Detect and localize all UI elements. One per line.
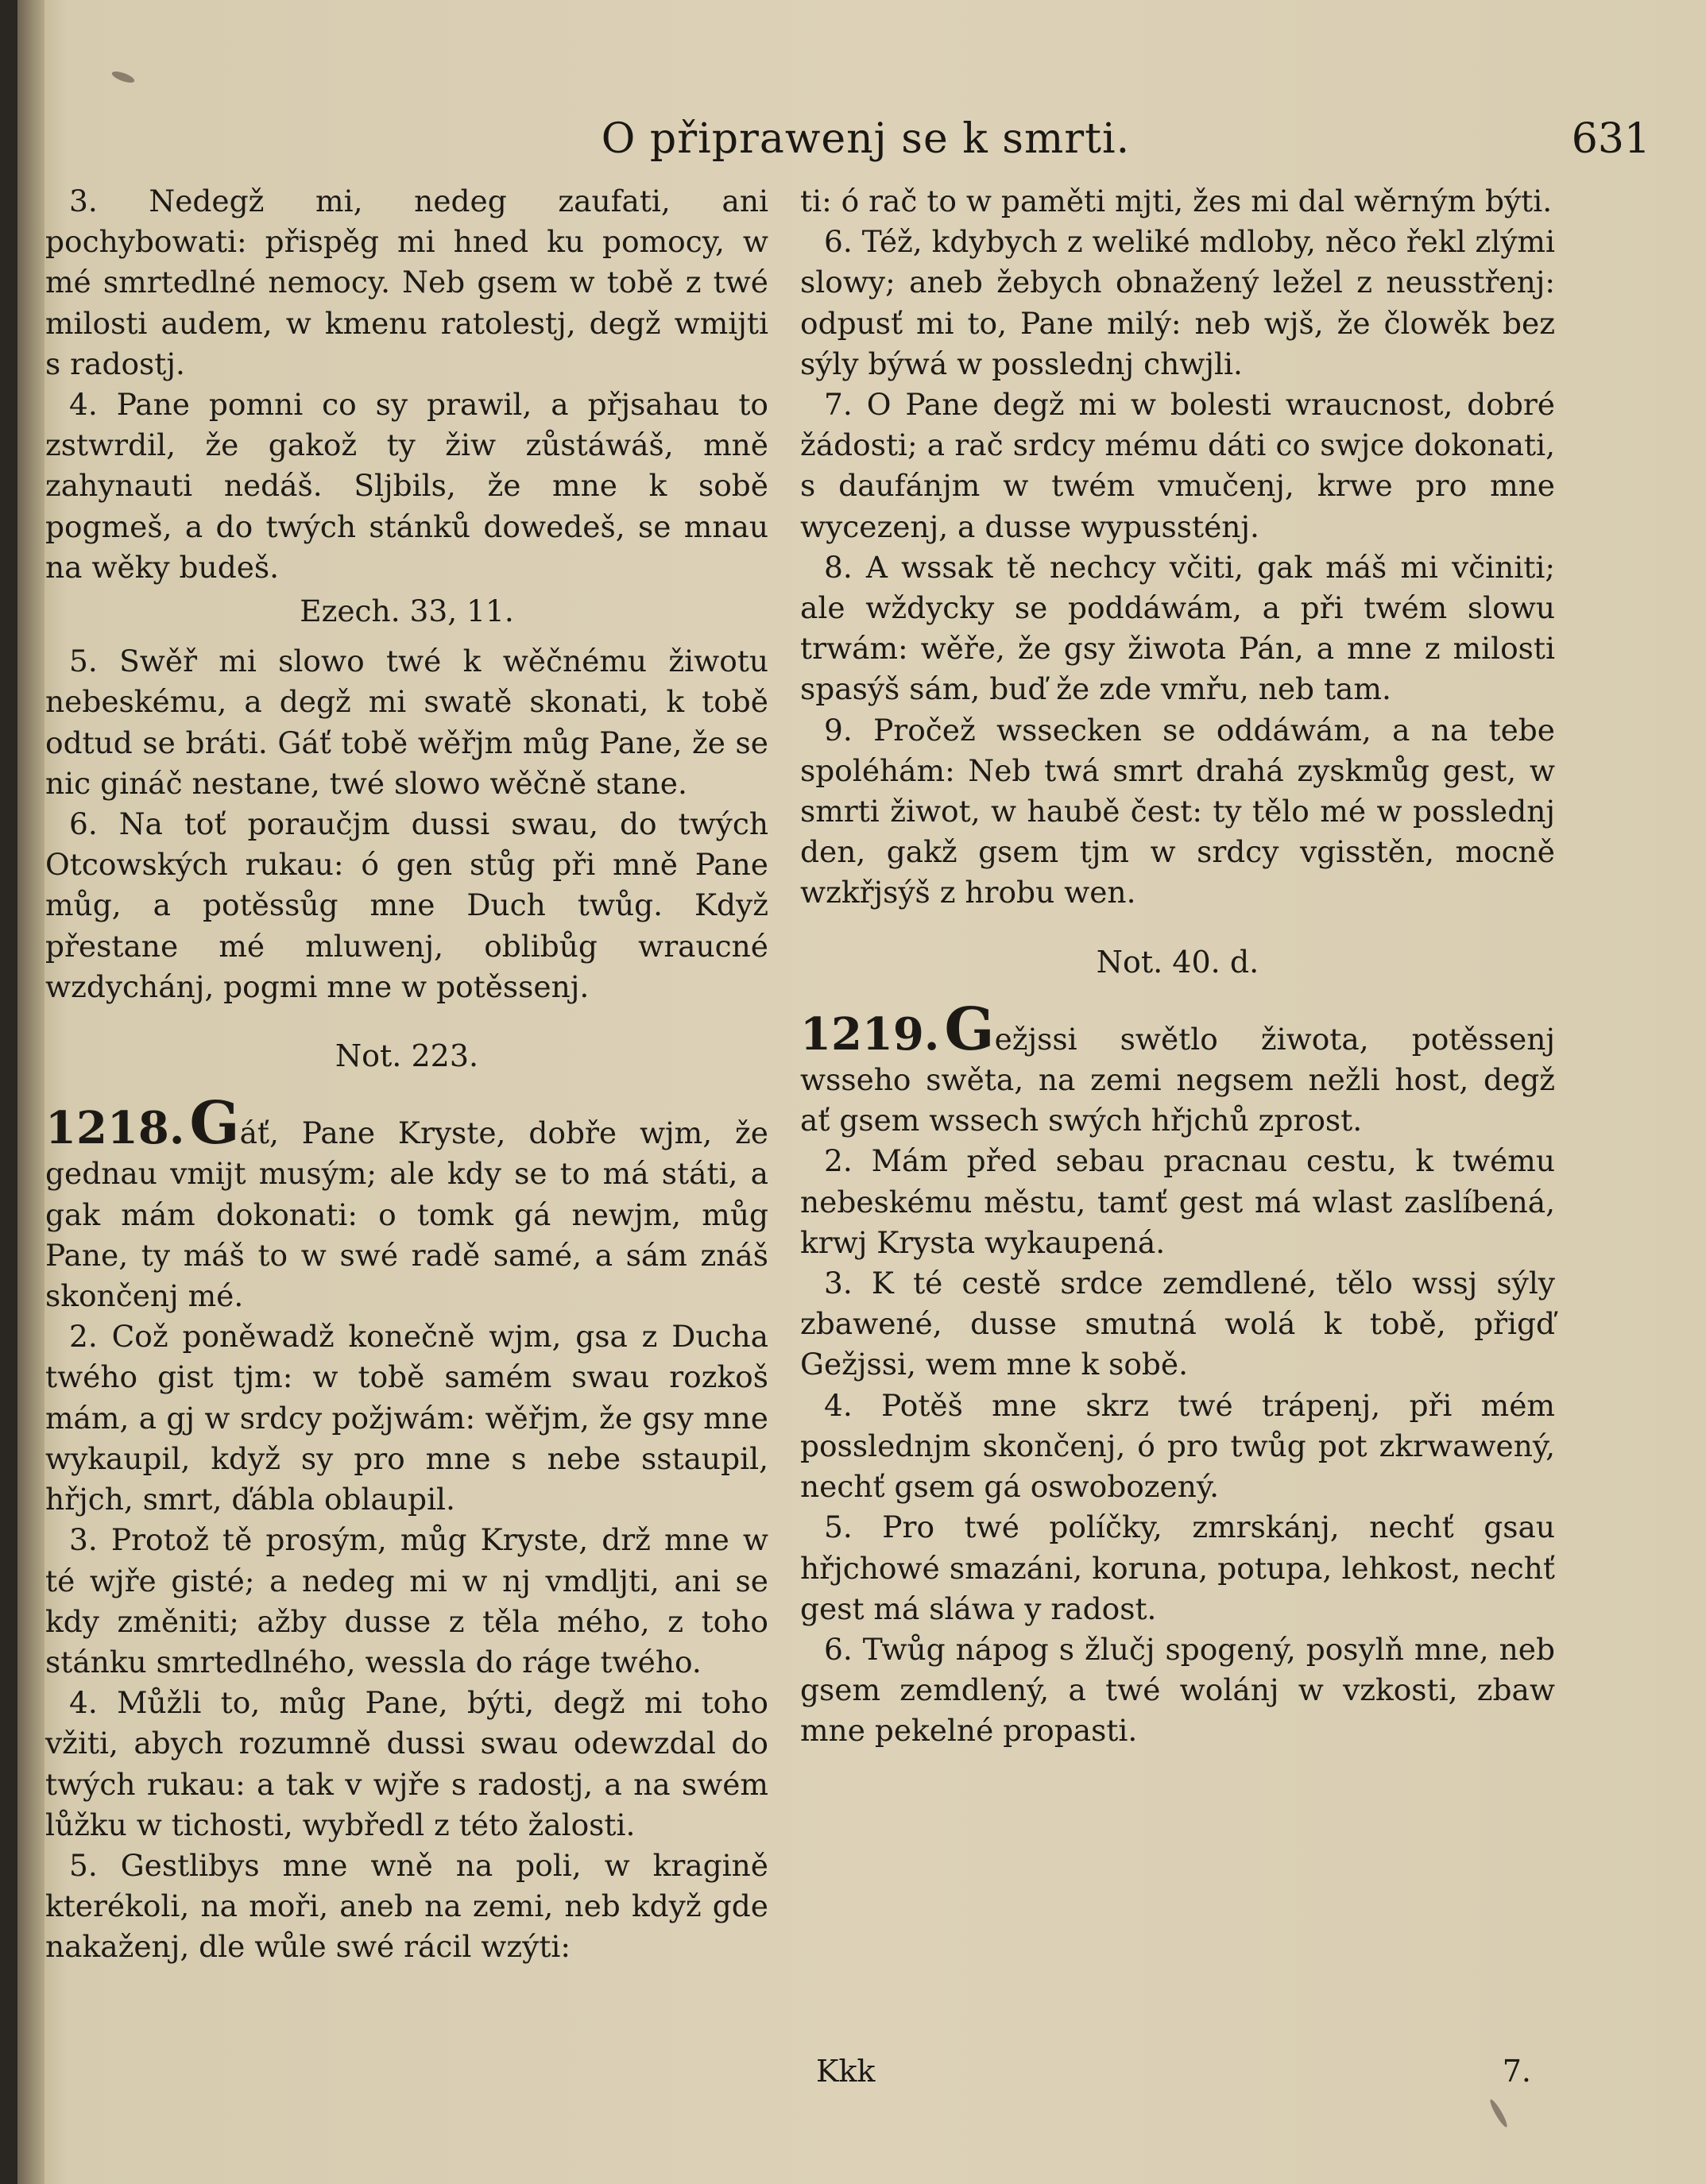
- left-column: [45, 181, 768, 1968]
- paragraph: 2. Což poněwadž konečně wjm, gsa z Ducha twého gist tjm: w tobě samém swau rozkoš mám, a gj w srdcy požjwám: wěřjm, že gsy mne wykaupil, když sy pro mne s nebe sstaupil, hřjch, smrt, ďábla oblaupil.: [45, 1319, 768, 1517]
- paragraph: 5. Gestlibys mne wně na poli, w kragině kterékoli, na moři, aneb na zemi, neb když gde nakaženj, dle wůle swé rácil wzýti:: [45, 1847, 768, 1965]
- paragraph: 9. Pročež wssecken se oddáwám, a na tebe spoléhám: Neb twá smrt drahá zyskmůg gest, w smrti žiwot, w haubě čest: ty tělo mé w posslednj den, gakž gsem tjm w srdcy vgisstěn, mocně wzkřjsýš z hrobu wen.: [800, 712, 1555, 910]
- scripture-reference: Ezech. 33, 11.: [300, 593, 514, 629]
- page-header: [65, 115, 1666, 179]
- paragraph: 4. Můžli to, můg Pane, býti, degž mi toho vžiti, abych rozumně dussi swau odewzdal do twých rukau: a tak v wjře s radostj, a na swém lůžku w tichosti, wybředl z této žalosti.: [45, 1685, 768, 1842]
- hymn-number: 1218.: [45, 1102, 185, 1155]
- paragraph: 3. Nedegž mi, nedeg zaufati, ani pochybowati: přispěg mi hned ku pomocy, w mé smrtedlné nemocy. Neb gsem w tobě z twé milosti audem, w kmenu ratolestj, degž wmijti s radostj.: [45, 184, 768, 381]
- paragraph: 3. K té cestě srdce zemdlené, tělo wssj sýly zbawené, dusse smutná wolá k tobě, přigď Gežjssi, wem mne k sobě.: [800, 1266, 1555, 1382]
- paragraph: 6. Též, kdybych z weliké mdloby, něco řekl zlými slowy; aneb žebych obnažený ležel z neusstřenj: odpusť mi to, Pane milý: neb wjš, že člowěk bez sýly býwá w posslednj chwjli.: [800, 224, 1555, 381]
- paragraph: 5. Pro twé políčky, zmrskánj, nechť gsau hřjchowé smazáni, koruna, potupa, lehkost, nechť gest má sláwa y radost.: [800, 1509, 1555, 1626]
- paragraph: 8. A wssak tě nechcy včiti, gak máš mi včiniti; ale wždycky se poddáwám, a při twém slowu trwám: wěře, že gsy žiwota Pán, a mne z milosti spasýš sám, buď že zde vmřu, neb tam.: [800, 549, 1555, 707]
- catchword: 7.: [1502, 2054, 1531, 2089]
- hymn-first-stanza: áť, Pane Kryste, dobře wjm, že gednau vmijt musým; ale kdy se to má státi, a gak mám dokonati: o tomk gá newjm, můg Pane, ty máš to w swé radě samé, a sám znáš skončenj mé.: [45, 1115, 768, 1314]
- tune-note: Not. 223.: [335, 1038, 479, 1074]
- running-title: O připrawenj se k smrti.: [601, 115, 1131, 163]
- paragraph: ti: ó rač to w paměti mjti, žes mi dal wěrným býti.: [800, 184, 1553, 218]
- hymn-number: 1219.: [800, 1007, 940, 1061]
- paragraph: 3. Protož tě prosým, můg Kryste, drž mne w té wjře gisté; a nedeg mi w nj vmdljti, ani se kdy změniti; ažby dusse z těla mého, z toho stánku smrtedlného, wessla do ráge twého.: [45, 1522, 768, 1680]
- ink-spot: [1488, 2098, 1510, 2129]
- drop-initial: G: [189, 1089, 240, 1158]
- right-column: [800, 181, 1555, 1752]
- paragraph: 7. O Pane degž mi w bolesti wraucnost, dobré žádosti; a rač srdcy mému dáti co swjce dokonati, s daufánjm w twém vmučenj, krwe pro mne wycezenj, a dusse wypussténj.: [800, 387, 1555, 544]
- hymn-opening: [45, 1089, 768, 1316]
- signature-mark: Kkk: [816, 2054, 876, 2089]
- paragraph: 4. Pane pomni co sy prawil, a přjsahau to zstwrdil, že gakož ty žiw zůstáwáš, mně zahynauti nedáš. Sljbils, že mne k sobě pogmeš, a do twých stánků dowedeš, se mnau na wěky budeš.: [45, 387, 768, 585]
- tune-note: Not. 40. d.: [1096, 944, 1259, 980]
- paragraph: 2. Mám před sebau pracnau cestu, k twému nebeskému městu, tamť gest má wlast zaslíbená, krwj Krysta wykaupená.: [800, 1143, 1555, 1260]
- page-gutter: [17, 0, 44, 2184]
- hymn-opening: [800, 995, 1555, 1142]
- page-number: 631: [1571, 115, 1650, 163]
- paragraph: 6. Na toť poraučjm dussi swau, do twých Otcowských rukau: ó gen stůg při mně Pane můg, a potěssůg mne Duch twůg. Když přestane mé mluwenj, oblibůg wraucné wzdychánj, pogmi mne w potěssenj.: [45, 806, 768, 1004]
- drop-initial: G: [944, 995, 995, 1064]
- paragraph: 4. Potěš mne skrz twé trápenj, při mém posslednjm skončenj, ó pro twůg pot zkrwawený, nechť gsem gá oswobozený.: [800, 1387, 1555, 1505]
- hymn-first-stanza: ežjssi swětlo žiwota, potěssenj wsseho swěta, na zemi negsem nežli host, degž ať gsem wssech swých hřjchů zprost.: [800, 1021, 1555, 1138]
- book-page: [17, 0, 1706, 2184]
- ink-spot: [110, 69, 136, 85]
- page-footer: [800, 2054, 1555, 2101]
- paragraph: 6. Twůg nápog s žlučj spogený, posylň mne, neb gsem zemdlený, a twé wolánj w vzkosti, zbaw mne pekelné propasti.: [800, 1631, 1555, 1749]
- paragraph: 5. Swěř mi slowo twé k wěčnému žiwotu nebeskému, a degž mi swatě skonati, k tobě odtud se bráti. Gáť tobě wěřjm můg Pane, že se nic gináč nestane, twé slowo wěčně stane.: [45, 644, 768, 801]
